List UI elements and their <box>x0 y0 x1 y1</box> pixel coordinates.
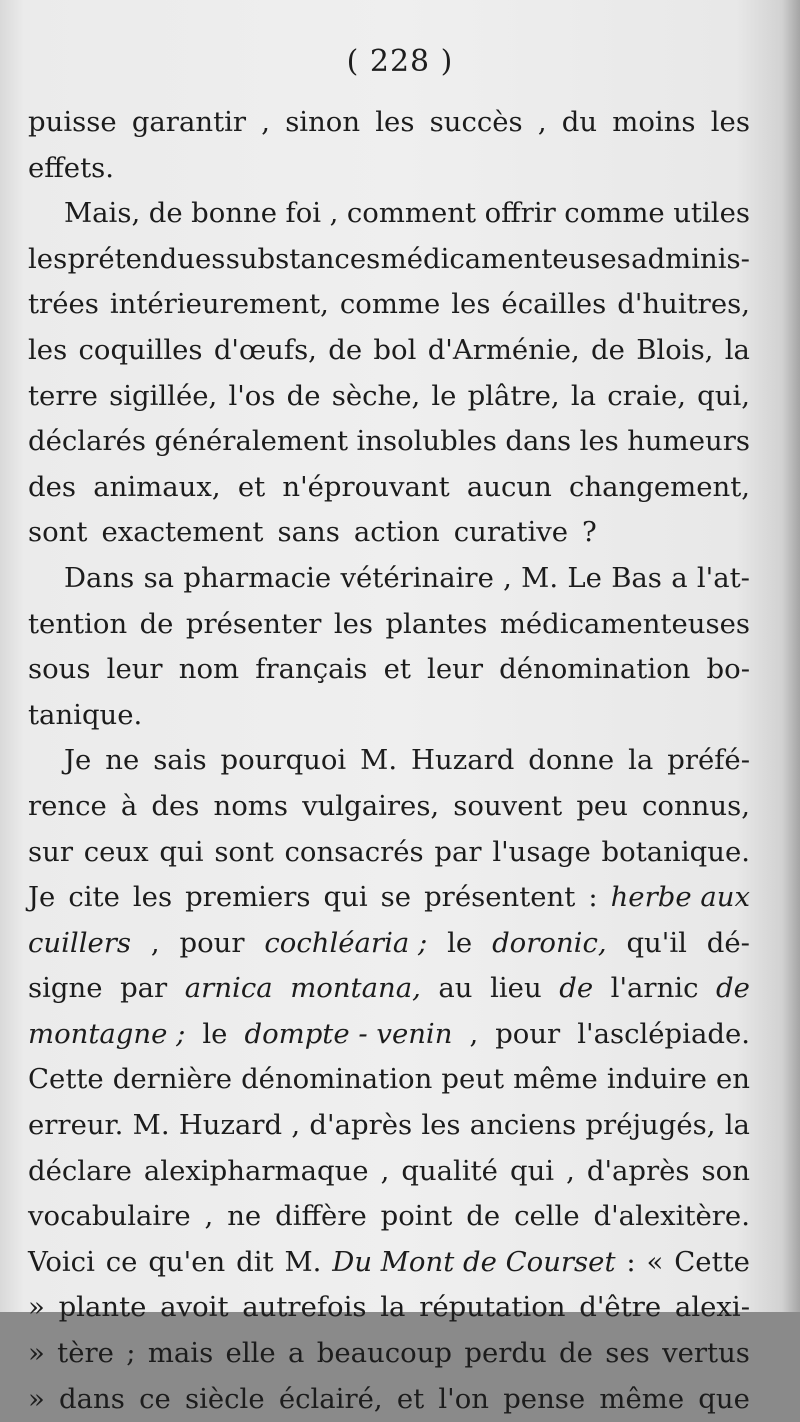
word: beaucoup <box>316 1337 453 1370</box>
word: leur <box>427 653 483 686</box>
word: celle <box>514 1200 580 1233</box>
word: d'alexitère. <box>593 1200 750 1233</box>
word: en <box>715 1063 750 1096</box>
word: Cette <box>674 1245 750 1278</box>
word: présenter <box>185 607 322 640</box>
text-line <box>28 875 750 921</box>
word: le <box>431 379 457 412</box>
word: préjugés, <box>585 1109 716 1142</box>
word: du <box>561 106 598 138</box>
word: l'asclépiade. <box>577 1017 750 1050</box>
word: , <box>261 106 270 138</box>
word: , <box>566 1154 575 1187</box>
word: point <box>380 1200 453 1233</box>
word: préfé- <box>667 744 750 777</box>
word: les <box>421 1109 461 1142</box>
word: puisse <box>28 106 117 138</box>
word: perdu <box>464 1337 547 1370</box>
text-line <box>28 921 750 967</box>
word: même <box>513 1063 598 1096</box>
word: cuillers <box>28 926 132 959</box>
word: , <box>204 1200 214 1233</box>
word: a <box>671 561 688 594</box>
word: erreur. <box>28 1109 124 1142</box>
word: qu'en <box>148 1245 226 1278</box>
word: peu <box>576 789 628 822</box>
word: et <box>396 1382 425 1415</box>
word: Huzard <box>178 1109 283 1142</box>
word: foi <box>285 197 322 230</box>
word: de <box>139 607 174 640</box>
word: d'œufs, <box>213 333 317 366</box>
word: dernière <box>112 1063 232 1096</box>
word: par <box>120 972 168 1005</box>
word: la <box>628 744 654 777</box>
word: sur <box>28 835 73 868</box>
word: de <box>328 333 363 366</box>
word: le <box>202 1017 228 1050</box>
word: « <box>646 1245 664 1278</box>
word: réputation <box>419 1291 566 1324</box>
word: n'éprouvant <box>282 470 450 503</box>
word: médicamenteuses <box>499 607 750 640</box>
word: , <box>329 197 339 230</box>
word: aucun <box>466 470 552 503</box>
text-line <box>28 100 750 146</box>
word: sais <box>153 744 207 777</box>
page-number: ( 228 ) <box>346 44 454 79</box>
word: des <box>28 470 76 503</box>
word: succès <box>429 106 523 138</box>
word: Je <box>64 744 92 777</box>
word: éclairé, <box>278 1382 383 1415</box>
word: , <box>503 561 512 594</box>
text-line <box>28 738 750 784</box>
word: montagne ; <box>28 1017 186 1050</box>
word: dénomination <box>241 1063 433 1096</box>
word: bo- <box>706 653 750 686</box>
word: de <box>466 1200 501 1233</box>
word: a <box>288 1337 305 1370</box>
word: comment <box>346 197 477 230</box>
word: généralement <box>154 425 349 458</box>
word: bonne <box>191 197 278 230</box>
word: sont <box>28 516 88 549</box>
word: nom <box>178 653 240 686</box>
word: les <box>28 333 68 366</box>
word: garantir <box>131 106 247 138</box>
word: pourquoi <box>220 744 347 777</box>
word: de <box>286 379 321 412</box>
word: tanique. <box>28 698 143 731</box>
word: donne <box>528 744 615 777</box>
text-line <box>28 602 750 648</box>
text-line <box>28 1331 750 1377</box>
word: curative <box>453 516 569 549</box>
word: les <box>710 106 750 138</box>
word: , <box>291 1109 301 1142</box>
word: à <box>120 789 138 822</box>
word: botanique. <box>601 835 750 868</box>
word: autrefois <box>242 1291 367 1324</box>
word: exactement <box>101 516 264 549</box>
text-line <box>28 510 750 556</box>
text-line <box>28 784 750 830</box>
word: sa <box>143 561 175 594</box>
word: mais <box>147 1337 214 1370</box>
word: changement, <box>569 470 750 503</box>
text-line <box>28 1149 750 1195</box>
word: moins <box>612 106 696 138</box>
word: connus, <box>642 789 750 822</box>
word: adminis- <box>631 242 750 275</box>
word: les <box>579 425 619 458</box>
word: par <box>434 835 482 868</box>
word: » <box>28 1337 45 1370</box>
text-line <box>28 1194 750 1240</box>
word: et <box>237 470 266 503</box>
word: peut <box>441 1063 505 1096</box>
word: déclare <box>28 1154 132 1187</box>
word: cochléaria ; <box>264 926 428 959</box>
word: qui <box>323 881 368 914</box>
word: premiers <box>185 881 311 914</box>
text-line <box>28 282 750 328</box>
word: les <box>132 881 173 914</box>
word: dé- <box>706 926 750 959</box>
text-line <box>28 419 750 465</box>
word: d'Arménie, <box>427 333 580 366</box>
text-line <box>28 1103 750 1149</box>
word: la <box>724 1109 750 1142</box>
word: substances <box>225 242 381 275</box>
word: : <box>588 881 598 914</box>
word: comme <box>339 288 441 321</box>
word: pense <box>503 1382 586 1415</box>
word: la <box>724 333 750 366</box>
word: , <box>537 106 547 138</box>
word: qui <box>159 835 204 868</box>
word: lieu <box>490 972 542 1005</box>
word: terre <box>28 379 98 412</box>
word: intérieurement, <box>109 288 329 321</box>
word: sèche, <box>331 379 421 412</box>
word: son <box>701 1154 750 1187</box>
text-line <box>28 1240 750 1286</box>
word: et <box>383 653 411 686</box>
word: déclarés <box>28 425 147 458</box>
word: d'après <box>309 1109 413 1142</box>
word: rence <box>28 789 107 822</box>
word: même <box>599 1382 685 1415</box>
text-line <box>28 146 750 192</box>
word: Mais, <box>64 197 141 230</box>
text-line <box>28 1285 750 1331</box>
word: signe <box>28 972 103 1005</box>
word: de <box>559 972 594 1005</box>
word: Bas <box>611 561 662 594</box>
word: pour <box>495 1017 561 1050</box>
word: de <box>716 972 750 1005</box>
word: d'après <box>586 1154 690 1187</box>
word: Du Mont de Courset <box>332 1245 616 1278</box>
word: M. <box>284 1245 322 1278</box>
text-line <box>28 693 750 739</box>
word: animaux, <box>93 470 221 503</box>
word: des <box>151 789 200 822</box>
word: elle <box>225 1337 276 1370</box>
word: Je <box>28 881 56 914</box>
word: qui, <box>697 379 750 412</box>
text-line <box>28 1012 750 1058</box>
word: sont <box>214 835 274 868</box>
page-edge-shadow <box>782 0 800 1312</box>
word: ce <box>139 1382 171 1415</box>
word: anciens <box>469 1109 577 1142</box>
word: alexipharmaque <box>143 1154 369 1187</box>
text-line <box>28 328 750 374</box>
word: tère <box>57 1337 114 1370</box>
word: sinon <box>285 106 361 138</box>
word: qualité <box>401 1154 498 1187</box>
text-line <box>28 1057 750 1103</box>
word: de <box>559 1337 593 1370</box>
word: pharmacie <box>183 561 332 594</box>
word: l'arnic <box>610 972 699 1005</box>
word: prétendues <box>67 242 226 275</box>
word: les <box>28 242 68 275</box>
word: souvent <box>453 789 563 822</box>
text-line <box>28 647 750 693</box>
word: écailles <box>501 288 607 321</box>
word: plâtre, <box>467 379 560 412</box>
word: au <box>438 972 473 1005</box>
word: Le <box>567 561 602 594</box>
word: siècle <box>184 1382 265 1415</box>
word: dans <box>505 425 572 458</box>
word: M. <box>360 744 398 777</box>
word: alexi- <box>674 1291 750 1324</box>
word: la <box>380 1291 406 1324</box>
word: plante <box>58 1291 147 1324</box>
word: ne <box>105 744 140 777</box>
word: de <box>591 333 625 366</box>
text-line <box>28 237 750 283</box>
word: les <box>451 288 491 321</box>
word: induire <box>606 1063 707 1096</box>
word: ceux <box>83 835 149 868</box>
word: , <box>380 1154 390 1187</box>
word: utiles <box>673 197 750 230</box>
word: vertus <box>662 1337 750 1370</box>
word: plantes <box>385 607 488 640</box>
word: montana, <box>290 972 421 1005</box>
word: dans <box>59 1382 125 1415</box>
word: cite <box>68 881 120 914</box>
word: ses <box>605 1337 650 1370</box>
word: , <box>469 1017 479 1050</box>
word: Cette <box>28 1063 104 1096</box>
word: craie, <box>607 379 686 412</box>
word: diffère <box>275 1200 367 1233</box>
word: d'être <box>579 1291 662 1324</box>
word: dit <box>236 1245 274 1278</box>
word: coquilles <box>78 333 203 366</box>
word: médicamenteuses <box>380 242 631 275</box>
text-line <box>28 556 750 602</box>
word: que <box>698 1382 750 1415</box>
word: l'os <box>228 379 276 412</box>
word: la <box>570 379 597 412</box>
word: pour <box>179 926 245 959</box>
word: Voici <box>28 1245 95 1278</box>
word: l'on <box>438 1382 489 1415</box>
word: dénomination <box>499 653 691 686</box>
word: noms <box>213 789 288 822</box>
word: humeurs <box>627 425 750 458</box>
word: qui <box>509 1154 555 1187</box>
word: doronic, <box>492 926 607 959</box>
word: ; <box>126 1337 136 1370</box>
text-line <box>28 1377 750 1422</box>
word: Dans <box>64 561 135 594</box>
word: bol <box>373 333 417 366</box>
text-line <box>28 830 750 876</box>
text-line <box>28 374 750 420</box>
word: français <box>255 653 368 686</box>
word: Blois, <box>636 333 714 366</box>
word: trées <box>28 288 99 321</box>
word: leur <box>106 653 163 686</box>
word: offrir <box>484 197 556 230</box>
word: tention <box>28 607 128 640</box>
word: les <box>333 607 374 640</box>
word: dompte - venin <box>244 1017 453 1050</box>
word: qu'il <box>626 926 687 959</box>
word: vétérinaire <box>340 561 494 594</box>
word: Huzard <box>411 744 515 777</box>
word: M. <box>521 561 559 594</box>
word: ne <box>227 1200 262 1233</box>
word: effets. <box>28 151 114 184</box>
word: » <box>28 1382 45 1415</box>
word: de <box>148 197 183 230</box>
word: vocabulaire <box>28 1200 191 1233</box>
word: : <box>626 1245 636 1278</box>
word: arnica <box>184 972 273 1005</box>
word: ? <box>582 516 597 549</box>
word: action <box>353 516 440 549</box>
word: présentent <box>424 881 576 914</box>
word: d'huitres, <box>617 288 750 321</box>
text-line <box>28 966 750 1012</box>
word: vulgaires, <box>302 789 440 822</box>
word: l'usage <box>492 835 591 868</box>
word: sous <box>28 653 91 686</box>
word: M. <box>132 1109 170 1142</box>
word: sans <box>277 516 340 549</box>
word: comme <box>564 197 665 230</box>
word: consacrés <box>284 835 424 868</box>
text-line <box>28 465 750 511</box>
word: avoit <box>160 1291 229 1324</box>
word: , <box>150 926 160 959</box>
word: » <box>28 1291 45 1324</box>
word: l'at- <box>696 561 750 594</box>
word: insolubles <box>356 425 497 458</box>
body-text <box>28 100 750 1422</box>
word: les <box>375 106 415 138</box>
text-line <box>28 191 750 237</box>
word: ce <box>105 1245 138 1278</box>
word: le <box>447 926 473 959</box>
word: herbe aux <box>610 881 750 914</box>
word: se <box>380 881 412 914</box>
word: sigillée, <box>109 379 218 412</box>
